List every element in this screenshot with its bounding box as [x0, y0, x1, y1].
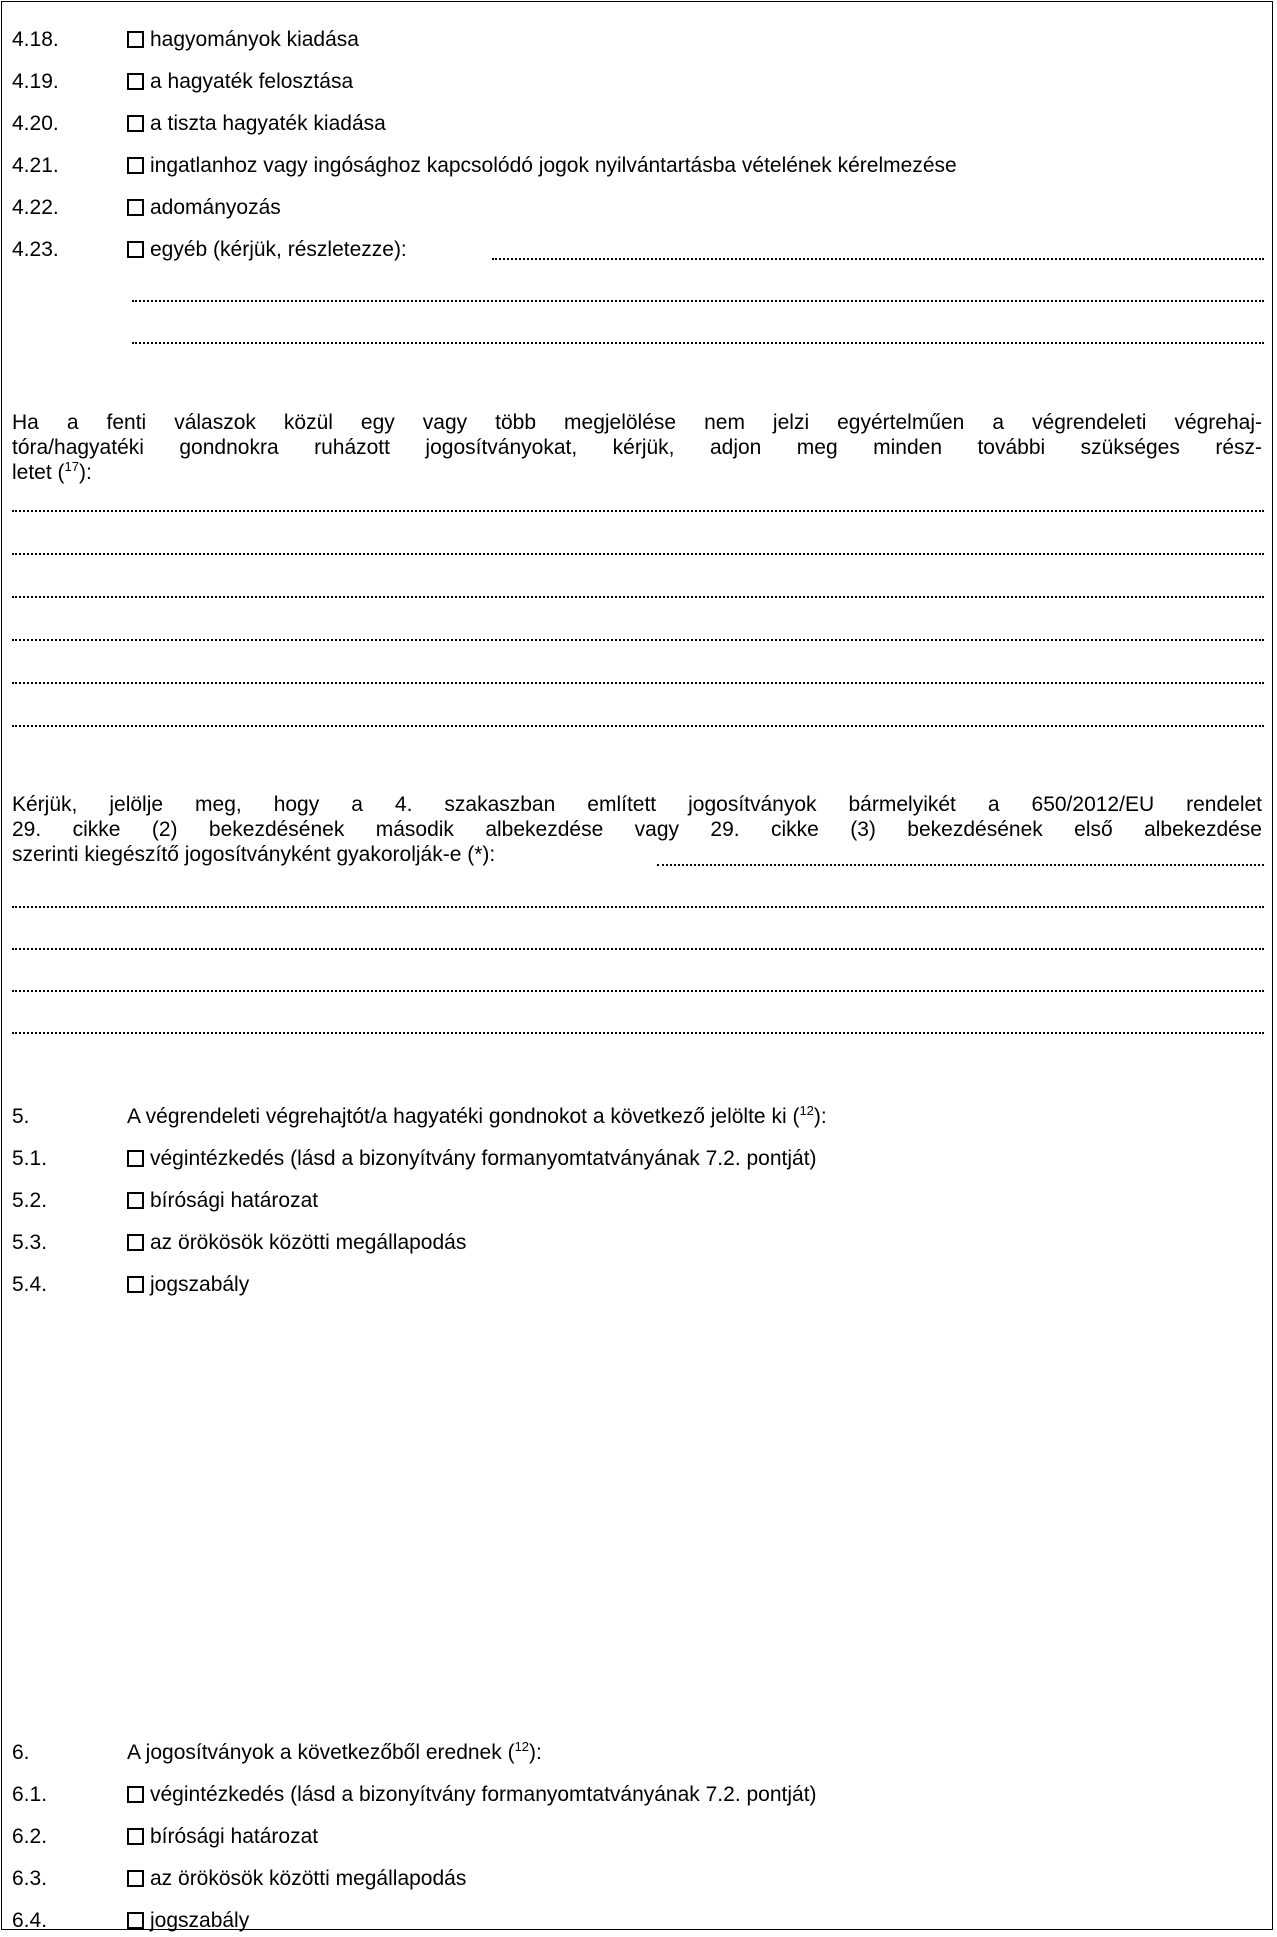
checkbox[interactable] — [127, 1786, 144, 1803]
item-number: 5.4. — [12, 1273, 48, 1296]
item-4-20 — [2, 108, 1272, 140]
paragraph-line: Kérjük, jelölje meg, hogy a 4. szakaszban említett jogosítványok bármelyikét a 650/2012/EU rendelet — [12, 793, 1262, 816]
checkbox[interactable] — [127, 1912, 144, 1929]
item-4-18 — [2, 24, 1272, 56]
fill-in-line[interactable] — [12, 682, 1264, 684]
footnote-ref: 12 — [514, 1739, 530, 1754]
fill-in-line[interactable] — [132, 342, 1264, 344]
fill-in-line[interactable] — [12, 948, 1264, 950]
item-label: jogszabály — [150, 1273, 250, 1296]
checkbox[interactable] — [127, 241, 144, 258]
section-5-heading — [2, 1101, 1272, 1133]
item-label: hagyományok kiadása — [150, 28, 359, 51]
checkbox[interactable] — [127, 1150, 144, 1167]
item-number: 6.3. — [12, 1867, 48, 1890]
item-4-19 — [2, 66, 1272, 98]
item-number: 5.3. — [12, 1231, 48, 1254]
item-6-4 — [2, 1905, 1272, 1937]
item-6-2 — [2, 1821, 1272, 1853]
paragraph-line: 29. cikke (2) bekezdésének második albekezdése vagy 29. cikke (3) bekezdésének első albekezdése — [12, 818, 1262, 841]
item-5-3 — [2, 1227, 1272, 1259]
item-label: bírósági határozat — [150, 1189, 319, 1212]
section-6-heading — [2, 1737, 1272, 1769]
item-number: 6.1. — [12, 1783, 48, 1806]
fill-in-line[interactable] — [492, 258, 1264, 260]
section-number: 6. — [12, 1741, 30, 1764]
item-5-1 — [2, 1143, 1272, 1175]
item-label: adományozás — [150, 196, 281, 219]
fill-in-line[interactable] — [12, 510, 1264, 512]
item-number: 4.22. — [12, 196, 59, 219]
checkbox[interactable] — [127, 31, 144, 48]
item-label: a hagyaték felosztása — [150, 70, 354, 93]
item-4-22 — [2, 192, 1272, 224]
paragraph-line: Ha a fenti válaszok közül egy vagy több megjelölése nem jelzi egyértelműen a végrendeleti végrehaj- — [12, 411, 1262, 434]
footnote-ref: 12 — [799, 1103, 814, 1118]
item-number: 4.20. — [12, 112, 59, 135]
section-number: 5. — [12, 1105, 30, 1128]
fill-in-line[interactable] — [12, 639, 1264, 641]
fill-in-line[interactable] — [12, 1032, 1264, 1034]
item-number: 6.2. — [12, 1825, 48, 1848]
fill-in-line[interactable] — [12, 553, 1264, 555]
item-4-21 — [2, 150, 1272, 182]
checkbox[interactable] — [127, 115, 144, 132]
item-number: 4.21. — [12, 154, 59, 177]
item-label: végintézkedés (lásd a bizonyítvány formanyomtatványának 7.2. pontját) — [150, 1783, 817, 1806]
checkbox[interactable] — [127, 1276, 144, 1293]
item-5-2 — [2, 1185, 1272, 1217]
item-label: végintézkedés (lásd a bizonyítvány formanyomtatványának 7.2. pontját) — [150, 1147, 817, 1170]
section-heading: A jogosítványok a következőből erednek ($^{12}$): — [127, 1739, 542, 1764]
fill-in-line[interactable] — [12, 725, 1264, 727]
paragraph-line: tóra/hagyatéki gondnokra ruházott jogosítványokat, kérjük, adjon meg minden további szükséges rész- — [12, 436, 1262, 459]
checkbox[interactable] — [127, 1234, 144, 1251]
section-heading: A végrendeleti végrehajtót/a hagyatéki gondnokot a következő jelölte ki ($^{12}$): — [127, 1103, 827, 1128]
item-label: az örökösök közötti megállapodás — [150, 1231, 467, 1254]
checkbox[interactable] — [127, 73, 144, 90]
checkbox[interactable] — [127, 1192, 144, 1209]
item-number: 5.2. — [12, 1189, 48, 1212]
supplementary-powers-paragraph — [12, 792, 1262, 867]
item-label: egyéb (kérjük, részletezze): — [150, 238, 407, 261]
fill-in-line[interactable] — [12, 906, 1264, 908]
item-4-23 — [2, 234, 1272, 266]
item-number: 4.19. — [12, 70, 59, 93]
checkbox[interactable] — [127, 1870, 144, 1887]
item-5-4 — [2, 1269, 1272, 1301]
fill-in-line[interactable] — [657, 864, 1264, 866]
footnote-ref: 17 — [64, 459, 79, 474]
item-label: bírósági határozat — [150, 1825, 319, 1848]
checkbox[interactable] — [127, 157, 144, 174]
item-number: 4.23. — [12, 238, 59, 261]
checkbox[interactable] — [127, 199, 144, 216]
item-number: 4.18. — [12, 28, 59, 51]
item-label: ingatlanhoz vagy ingósághoz kapcsolódó jogok nyilvántartásba vételének kérelmezése — [150, 154, 957, 177]
item-number: 6.4. — [12, 1909, 48, 1932]
item-6-1 — [2, 1779, 1272, 1811]
checkbox[interactable] — [127, 1828, 144, 1845]
fill-in-line[interactable] — [132, 300, 1264, 302]
fill-in-line[interactable] — [12, 990, 1264, 992]
item-6-3 — [2, 1863, 1272, 1895]
fill-in-line[interactable] — [12, 596, 1264, 598]
details-paragraph — [12, 410, 1262, 485]
form-frame — [1, 1, 1273, 1930]
item-label: jogszabály — [150, 1909, 250, 1932]
item-label: az örökösök közötti megállapodás — [150, 1867, 467, 1890]
paragraph-line: letet ($^{17}$): — [12, 459, 92, 484]
item-number: 5.1. — [12, 1147, 48, 1170]
item-label: a tiszta hagyaték kiadása — [150, 112, 386, 135]
paragraph-line: szerinti kiegészítő jogosítványként gyakorolják-e (*): — [12, 843, 496, 866]
